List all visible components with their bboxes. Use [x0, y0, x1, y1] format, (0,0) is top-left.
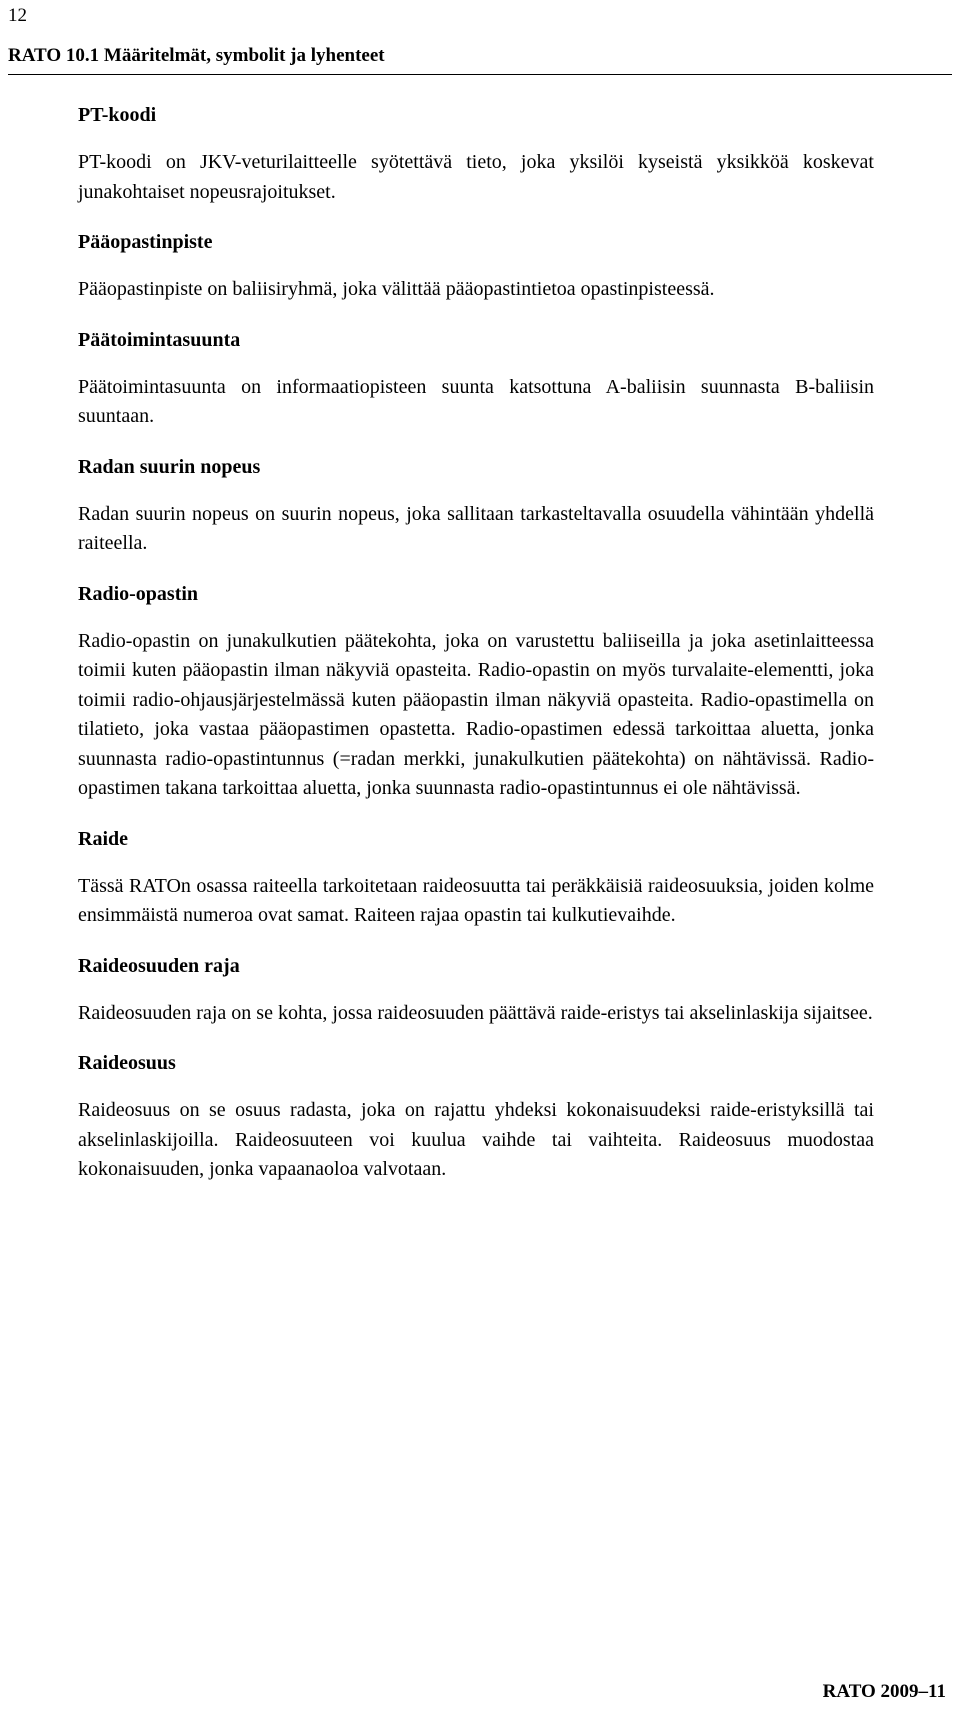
header-rule [8, 74, 952, 75]
term-heading: Päätoimintasuunta [78, 328, 241, 351]
term-definition: Raideosuus on se osuus radasta, joka on rajattu yhdeksi kokonaisuudeksi raide-eristyksillä tai akselinlaskijoilla. Raideosuuteen voi kuulua vaihde tai vaihteita. Raideosuus muodostaa kokonaisuuden, jonka vapaanaoloa valvotaan. [78, 1099, 874, 1180]
term-heading: Raideosuuden raja [78, 954, 240, 977]
term-definition: Päätoimintasuunta on informaatiopisteen suunta katsottuna A-baliisin suunnasta B-baliisin suuntaan. [78, 375, 874, 427]
term-definition: Radio-opastin on junakulkutien päätekohta, joka on varustettu baliiseilla ja joka asetinlaitteessa toimii kuten pääopastin ilman näkyviä opasteita. Radio-opastin on myös turvalaite-elementti, joka toimii radio-ohjausjärjestelmässä kuten pääopastin ilman näkyviä opasteita. Radio-opastimella on tilatieto, joka vastaa pääopastimen opastetta. Radio-opastimen edessä tarkoittaa aluetta, jonka suunnasta radio-opastintunnus (=radan merkki, junakulkutien päätekohta) on nähtävissä. Radio-opastimen takana tarkoittaa aluetta, jonka suunnasta radio-opastintunnus ei ole nähtävissä. [78, 629, 874, 799]
term-definition: Pääopastinpiste on baliisiryhmä, joka välittää pääopastintietoa opastinpisteessä. [78, 278, 715, 300]
entry-pt-koodi [78, 100, 874, 207]
entry-paaopastinpiste [78, 227, 874, 305]
entry-radio-opastin [78, 579, 874, 804]
entry-paatoimintasuunta [78, 325, 874, 432]
term-heading: Radan suurin nopeus [78, 455, 261, 478]
term-definition: PT-koodi on JKV-veturilaitteelle syötettävä tieto, joka yksilöi kyseistä yksikköä koskevat junakohtaiset nopeusrajoitukset. [78, 151, 874, 203]
entry-raideosuuden-raja [78, 951, 874, 1029]
entry-raideosuus [78, 1048, 874, 1185]
page-number: 12 [8, 5, 27, 26]
term-heading: Raide [78, 827, 128, 850]
term-heading: PT-koodi [78, 104, 157, 126]
header-title: RATO 10.1 Määritelmät, symbolit ja lyhenteet [8, 45, 385, 66]
entry-radan-suurin-nopeus [78, 452, 874, 559]
term-heading: Radio-opastin [78, 582, 199, 605]
term-definition: Radan suurin nopeus on suurin nopeus, joka sallitaan tarkasteltavalla osuudella vähintään yhdellä raiteella. [78, 502, 874, 554]
footer-code: RATO 2009–11 [822, 1681, 946, 1702]
term-definition: Raideosuuden raja on se kohta, jossa raideosuuden päättävä raide-eristys tai akselinlaskija sijaitsee. [78, 1001, 873, 1024]
entry-raide [78, 824, 874, 931]
term-heading: Pääopastinpiste [78, 231, 213, 253]
definitions-list [78, 100, 874, 1205]
term-definition: Tässä RATOn osassa raiteella tarkoitetaan raideosuutta tai peräkkäisiä raideosuuksia, joiden kolme ensimmäistä numeroa ovat samat. Raiteen rajaa opastin tai kulkutievaihde. [78, 874, 874, 926]
term-heading: Raideosuus [78, 1052, 176, 1074]
